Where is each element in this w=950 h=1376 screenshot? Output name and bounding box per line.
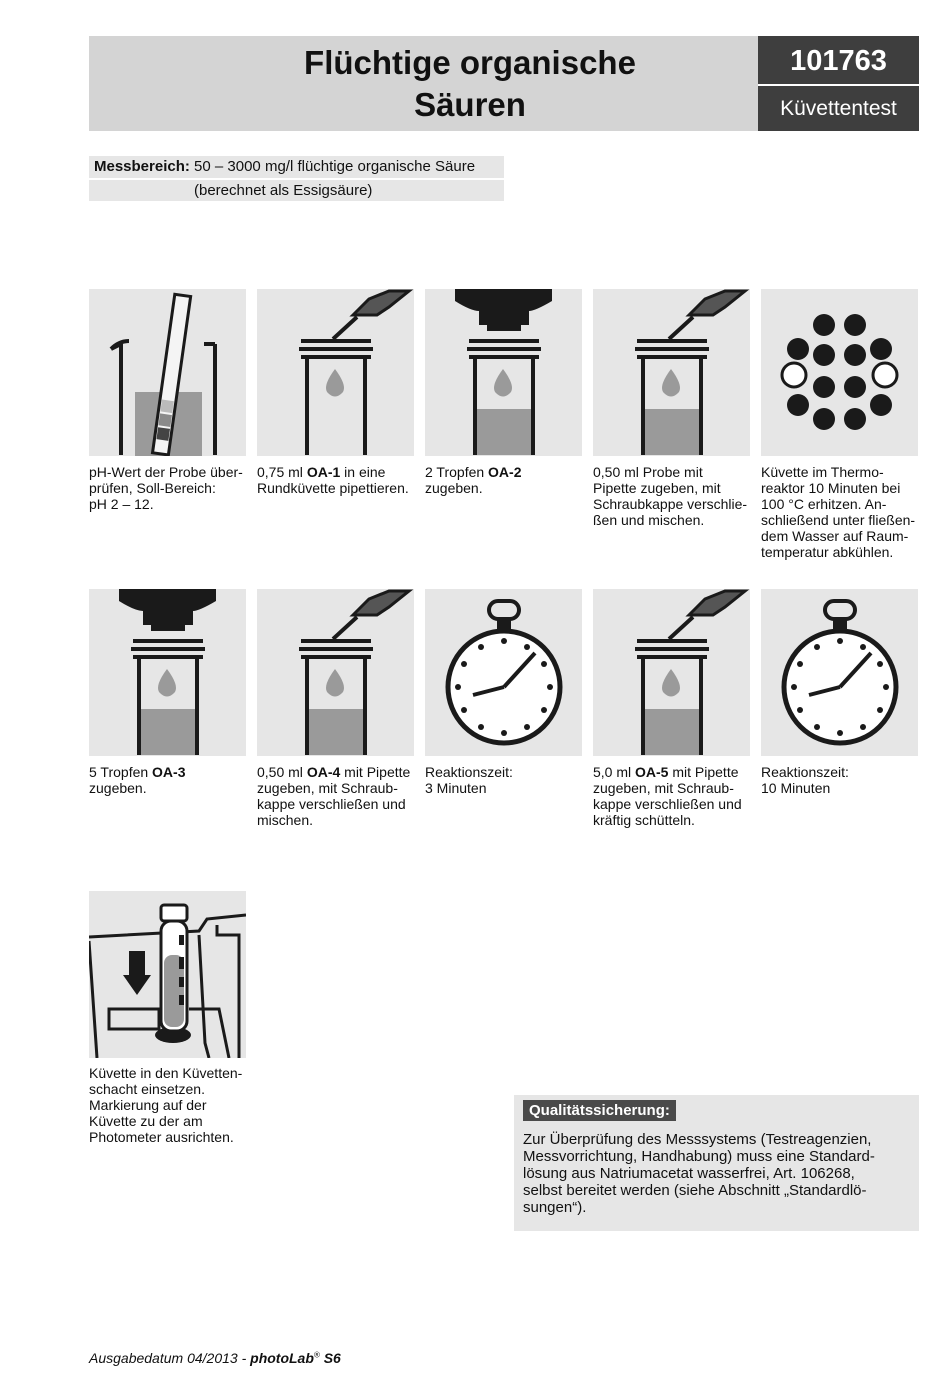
- thermoreactor-icon: [761, 289, 918, 456]
- pipette-vial-sample-icon: [593, 289, 750, 456]
- step-11-illustration: [89, 891, 246, 1058]
- article-number: 101763: [758, 36, 919, 84]
- quality-assurance-text: Zur Überprüfung des Messsystems (Testreagenzien, Messvorrichtung, Handhabung) muss eine Standard- lösung aus Natriumacetat wasserfrei, Art. 106268, selbst bereitet werden (siehe Abschnitt „Standardlö- sungen“).: [523, 1131, 875, 1216]
- product-name: photoLab: [250, 1350, 314, 1366]
- step-11-caption: Küvette in den Küvetten- schacht einsetzen. Markierung auf der Küvette zu der am Photometer ausrichten.: [89, 1065, 243, 1145]
- measuring-range-note-row: [89, 180, 504, 201]
- step-4-illustration: [593, 289, 750, 456]
- footer: [89, 1350, 341, 1366]
- footer-separator: -: [237, 1350, 251, 1366]
- title-line-2: Säuren: [414, 85, 526, 123]
- step-3-caption: 2 Tropfen OA-2 zugeben.: [425, 464, 522, 496]
- step-7-illustration: [257, 589, 414, 756]
- step-2-caption: 0,75 ml OA-1 in eine Rundküvette pipettieren.: [257, 464, 409, 496]
- page-title: [89, 36, 851, 131]
- step-6-illustration: [89, 589, 246, 756]
- step-5-illustration: [761, 289, 918, 456]
- issue-date: Ausgabedatum 04/2013: [89, 1350, 238, 1366]
- step-10-illustration: [761, 589, 918, 756]
- ph-strip-beaker-icon: [89, 289, 246, 456]
- pipette-vial-icon: [257, 289, 414, 456]
- step-1-caption: pH-Wert der Probe über- prüfen, Soll-Bereich: pH 2 – 12.: [89, 464, 243, 512]
- step-8-illustration: [425, 589, 582, 756]
- measuring-range-value: 50 – 3000 mg/l flüchtige organische Säure: [194, 158, 476, 175]
- product-model: S6: [319, 1350, 341, 1366]
- measuring-range-note: (berechnet als Essigsäure): [194, 182, 373, 199]
- registered-mark: ®: [313, 1350, 320, 1360]
- quality-assurance-title: Qualitätssicherung:: [523, 1100, 676, 1121]
- dropper-vial-icon: [89, 589, 246, 756]
- step-3-illustration: [425, 289, 582, 456]
- stopwatch-icon: [761, 589, 918, 756]
- step-2-illustration: [257, 289, 414, 456]
- step-7-caption: 0,50 ml OA-4 mit Pipette zugeben, mit Schraub- kappe verschließen und mischen.: [257, 764, 411, 828]
- pipette-vial-icon: [257, 589, 414, 756]
- step-4-caption: 0,50 ml Probe mit Pipette zugeben, mit Schraubkappe verschlie- ßen und mischen.: [593, 464, 748, 528]
- stopwatch-icon: [425, 589, 582, 756]
- step-6-caption: 5 Tropfen OA-3 zugeben.: [89, 764, 186, 796]
- pipette-vial-icon: [593, 589, 750, 756]
- step-8-caption: Reaktionszeit: 3 Minuten: [425, 764, 513, 796]
- measuring-range-row: [89, 156, 504, 178]
- measuring-range-label: Messbereich:: [94, 158, 190, 175]
- title-line-1: Flüchtige organische: [304, 43, 636, 81]
- photometer-insert-icon: [89, 891, 246, 1058]
- dropper-vial-icon: [425, 289, 582, 456]
- step-1-illustration: [89, 289, 246, 456]
- step-10-caption: Reaktionszeit: 10 Minuten: [761, 764, 849, 796]
- test-type-label: Küvettentest: [758, 86, 919, 131]
- step-9-caption: 5,0 ml OA-5 mit Pipette zugeben, mit Schraub- kappe verschließen und kräftig schütteln.: [593, 764, 742, 828]
- step-9-illustration: [593, 589, 750, 756]
- step-5-caption: Küvette im Thermo- reaktor 10 Minuten bei 100 °C erhitzen. An- schließend unter fließen- dem Wasser auf Raum- temperatur abkühlen.: [761, 464, 916, 560]
